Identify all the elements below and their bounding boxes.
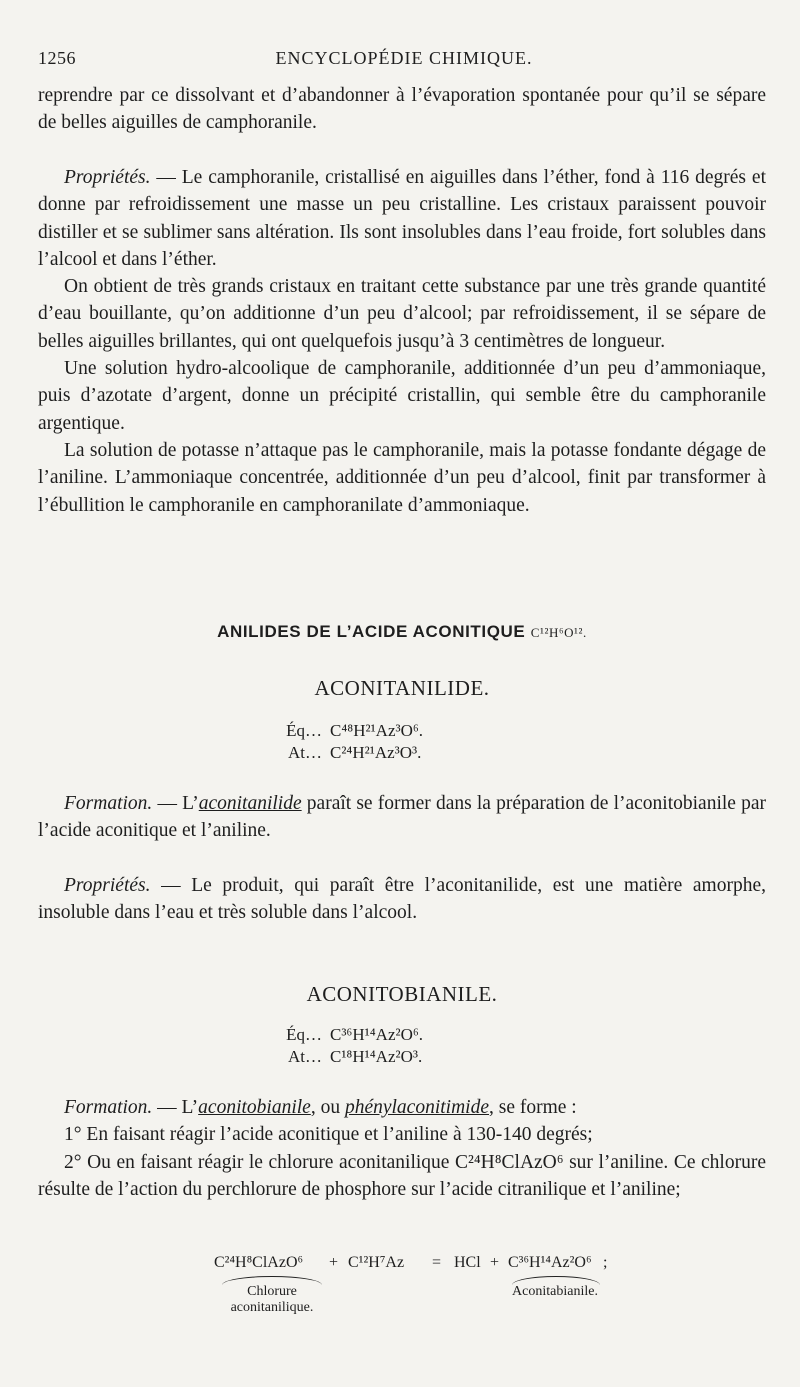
properties-text-2: — Le produit, qui paraît être l’aconitanilide, est une matière amorphe, insoluble dans l’eau et très soluble dans l’alcool. (38, 875, 766, 924)
equals-sign: = (432, 1254, 442, 1271)
product-2: C³⁶H¹⁴Az²O⁶ (508, 1254, 592, 1271)
aconitobianile-formulas (0, 1024, 800, 1068)
properties-heading-2: Propriétés. (64, 875, 151, 896)
reactant-1: C²⁴H⁸ClAzO⁶ (214, 1254, 304, 1271)
equivalent-formula-row-2 (0, 1024, 800, 1046)
reaction-end: ; (603, 1254, 608, 1271)
aconitobianile-formation (38, 1094, 766, 1203)
equivalent-formula-row (0, 720, 800, 742)
section-title: ANILIDES DE L’ACIDE ACONITIQUE (217, 622, 526, 641)
label-product-2: Aconitabianile. (512, 1284, 598, 1299)
eq-formula: C⁴⁸H²¹Az³O⁶. (330, 721, 424, 740)
formation-heading-2: Formation. (64, 1097, 153, 1118)
at-label-2: At… (288, 1047, 322, 1066)
eq-formula-2: C³⁶H¹⁴Az²O⁶. (330, 1025, 424, 1044)
properties-heading: Propriétés. (64, 167, 151, 188)
formation-post-2: , se forme : (489, 1097, 577, 1118)
formation-pre: — L’ (152, 793, 199, 814)
running-title: ENCYCLOPÉDIE CHIMIQUE. (275, 48, 533, 68)
camphoranile-properties (38, 164, 766, 519)
intro-paragraph (38, 82, 766, 137)
aconitanilide-formation (38, 790, 766, 845)
reactant-2: C¹²H⁷Az (348, 1254, 405, 1271)
formation-mid: , ou (310, 1097, 345, 1118)
formation-paragraph (38, 790, 766, 845)
formation-pre-2: — L’ (152, 1097, 199, 1118)
plus-sign-1: + (329, 1254, 339, 1271)
phenylaconitimide-term: phénylaconitimide (344, 1097, 489, 1118)
aconitanilide-formulas (0, 720, 800, 764)
page-header (38, 48, 770, 72)
properties-paragraph-2: On obtient de très grands cristaux en traitant cette substance par une très grande quantité d’eau bouillante, qu’on additionne d’un peu d’alcool; par refroidissement, il se sépare de belles aiguilles brillantes, qui ont quelquefois jusqu’à 3 centimètres de longueur. (38, 276, 766, 352)
product-1: HCl (454, 1254, 481, 1271)
properties-paragraph-3: Une solution hydro-alcoolique de camphoranile, additionnée d’un peu d’ammoniaque, puis d’azotate d’argent, donne un précipité cristallin, qui semble être du camphoranile argentique. (38, 358, 766, 434)
section-formula: C¹²H⁶O¹². (530, 625, 587, 640)
properties-paragraph-1 (38, 164, 766, 273)
atomic-formula-row (0, 742, 800, 764)
eq-label-2: Éq… (286, 1025, 322, 1044)
formation-intro (38, 1094, 766, 1121)
formation-item-1: 1° En faisant réagir l’acide aconitique et l’aniline à 130-140 degrés; (64, 1124, 593, 1146)
eq-label: Éq… (286, 721, 322, 740)
plus-sign-2: + (490, 1254, 500, 1271)
aconitanilide-properties (38, 872, 766, 927)
properties-text-1: — Le camphoranile, cristallisé en aiguilles dans l’éther, fond à 116 degrés et donne par refroidissement une masse un peu cristalline. Les cristaux paraissent pouvoir distiller et se sublimer sans altération. Ils sont insolubles dans l’eau froide, fort solubles dans l’alcool et dans l’éther. (38, 167, 766, 270)
atomic-formula-row-2 (0, 1046, 800, 1068)
at-formula-2: C¹⁸H¹⁴Az²O³. (330, 1047, 423, 1066)
formation-item-2: 2° Ou en faisant réagir le chlorure aconitanilique C²⁴H⁸ClAzO⁶ sur l’aniline. Ce chlorure résulte de l’action du perchlorure de phosphore sur l’acide citranilique et l’aniline; (38, 1151, 766, 1200)
aconitanilide-properties-paragraph (38, 872, 766, 927)
intro-text: reprendre par ce dissolvant et d’abandonner à l’évaporation spontanée pour qu’il se sépare de belles aiguilles de camphoranile. (38, 85, 766, 134)
formation-heading: Formation. (64, 793, 153, 814)
at-label: At… (288, 743, 322, 762)
formation-post: paraît se former dans la préparation de l’aconitobianile par l’acide aconitique et l’aniline. (38, 793, 766, 842)
aconitanilide-term: aconitanilide (198, 793, 302, 814)
aconitobianile-term: aconitobianile (198, 1097, 311, 1118)
section-heading (38, 622, 766, 642)
aconitanilide-title: ACONITANILIDE. (314, 676, 490, 700)
label-reactant-1: Chlorure aconitanilique. (230, 1284, 314, 1315)
page-number: 1256 (38, 48, 76, 68)
properties-paragraph-4: La solution de potasse n’attaque pas le camphoranile, mais la potasse fondante dégage de l’aniline. L’ammoniaque concentrée, additionnée d’un peu d’alcool, finit par transformer à l’ébullition le camphoranile en camphoranilate d’ammoniaque. (38, 439, 766, 516)
at-formula: C²⁴H²¹Az³O³. (330, 743, 422, 762)
aconitobianile-title: ACONITOBIANILE. (306, 982, 498, 1006)
